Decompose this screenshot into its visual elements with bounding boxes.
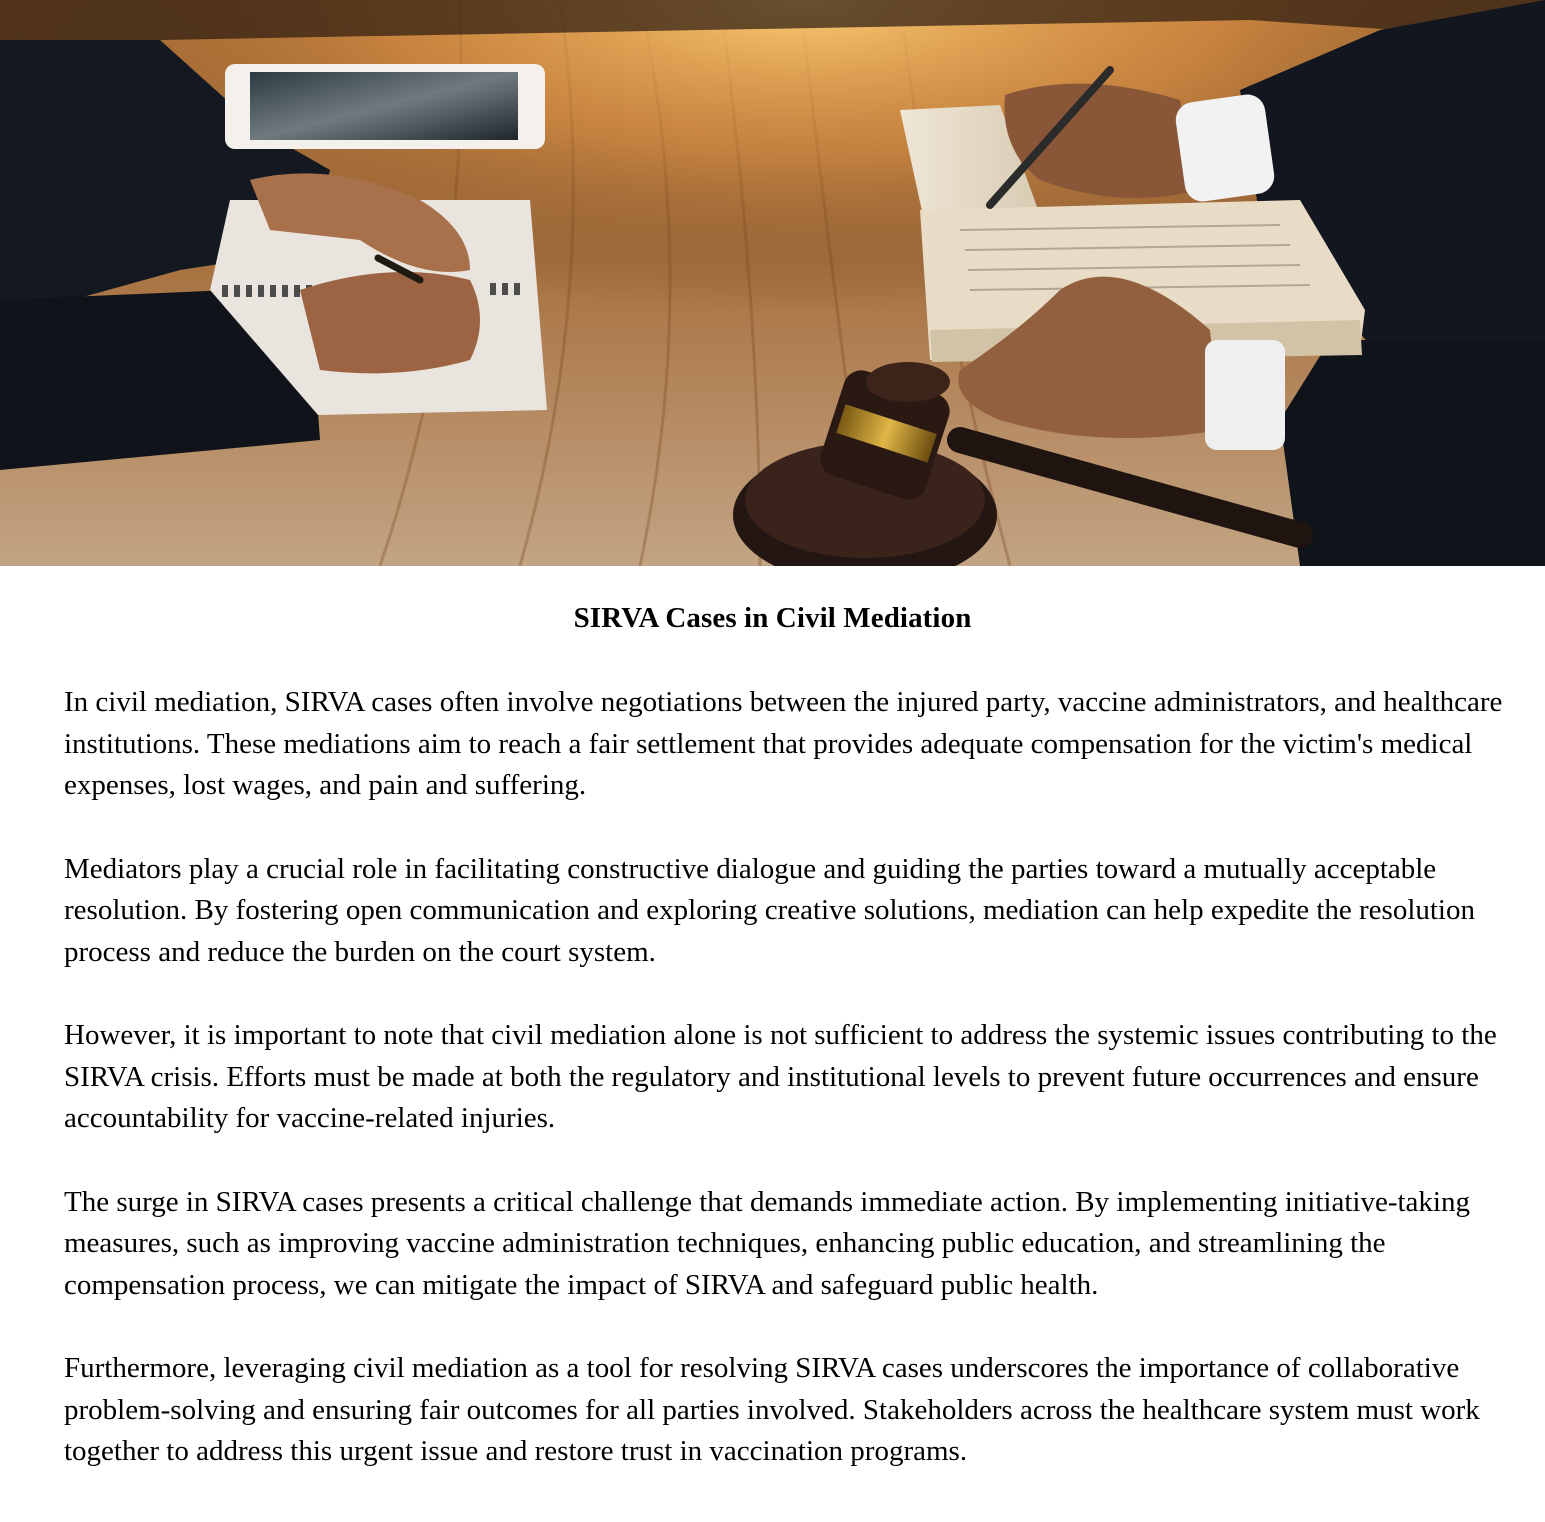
tablet bbox=[225, 64, 545, 149]
hero-image bbox=[0, 0, 1545, 566]
page-title: SIRVA Cases in Civil Mediation bbox=[573, 602, 972, 634]
paragraph-collaboration: Furthermore, leveraging civil mediation as a tool for resolving SIRVA cases underscores the importance of collaborative problem-solving and ensuring fair outcomes for all parties involved. Stakeholders across the healthcare system must work together to address this urgent issue and restore trust in vaccination programs. bbox=[64, 1352, 1480, 1467]
article-body bbox=[64, 682, 1534, 1515]
paragraph-mediation-overview: In civil mediation, SIRVA cases often involve negotiations between the injured party, vaccine administrators, and healthcare institutions. These mediations aim to reach a fair settlement that provides adequate compensation for the victim's medical expenses, lost wages, and pain and suffering. bbox=[64, 686, 1503, 801]
paragraph-mediators-role: Mediators play a crucial role in facilitating constructive dialogue and guiding the parties toward a mutually acceptable resolution. By fostering open communication and exploring creative solutions, mediation can help expedite the resolution process and reduce the burden on the court system. bbox=[64, 852, 1475, 968]
hero-illustration bbox=[0, 0, 1545, 566]
paragraph-call-to-action: The surge in SIRVA cases presents a critical challenge that demands immediate action. By implementing initiative-taking measures, such as improving vaccine administration techniques, enhancing public education, and streamlining the compensation process, we can mitigate the impact of SIRVA and safeguard public health. bbox=[64, 1185, 1470, 1301]
paragraph-systemic-issues: However, it is important to note that civil mediation alone is not sufficient to address the systemic issues contributing to the SIRVA crisis. Efforts must be made at both the regulatory and institutional levels to prevent future occurrences and ensure accountability for vaccine-related injuries. bbox=[64, 1019, 1497, 1134]
